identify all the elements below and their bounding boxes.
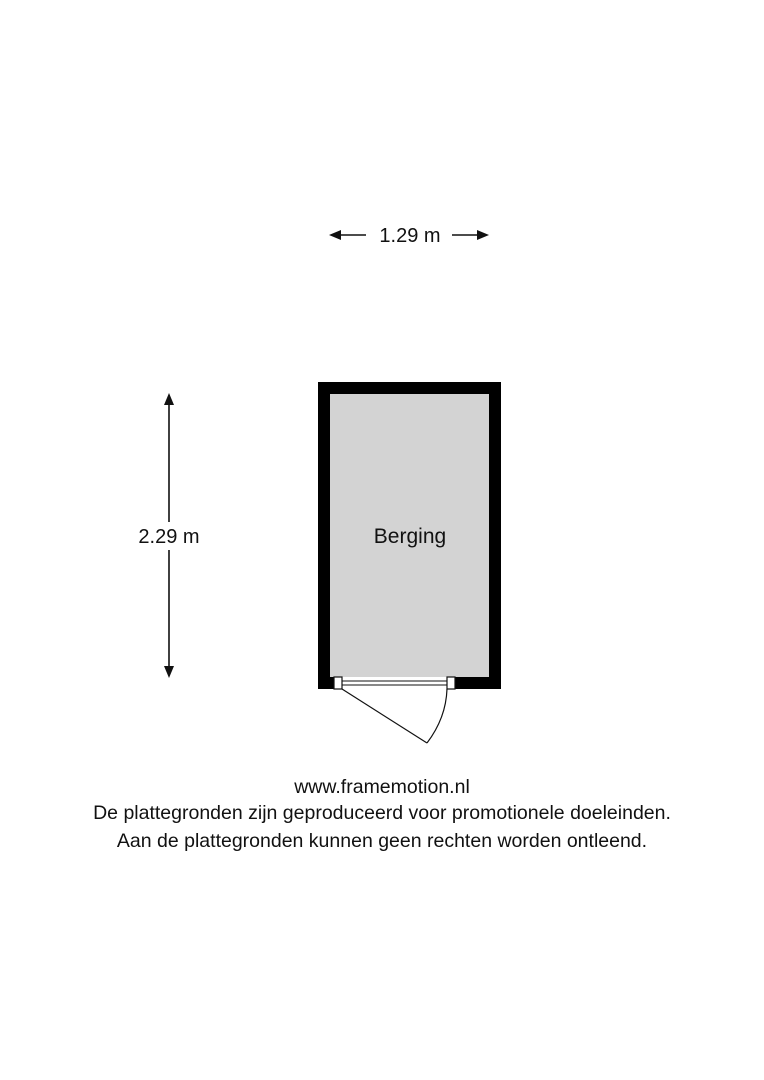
door-frame-left (334, 677, 342, 689)
height-dimension (128, 393, 210, 678)
door-leaf (342, 689, 427, 743)
height-arrow-top-icon (164, 393, 174, 405)
disclaimer-line-1: De plattegronden zijn geproduceerd voor promotionele doeleinden. (93, 802, 671, 824)
height-arrow-bottom-icon (164, 666, 174, 678)
width-arrow-left-icon (329, 230, 341, 240)
door-opening (334, 677, 455, 689)
width-arrow-right-icon (477, 230, 489, 240)
room-name-label: Berging (373, 525, 447, 548)
room-berging (318, 382, 501, 743)
disclaimer-line-2: Aan de plattegronden kunnen geen rechten worden ontleend. (116, 830, 648, 852)
door-swing-arc (427, 689, 447, 743)
height-dimension-label: 2.29 m (138, 526, 200, 548)
door-frame-right (447, 677, 455, 689)
width-dimension-label: 1.29 m (379, 225, 441, 247)
website-caption: www.framemotion.nl (294, 776, 470, 798)
width-dimension (329, 225, 489, 247)
